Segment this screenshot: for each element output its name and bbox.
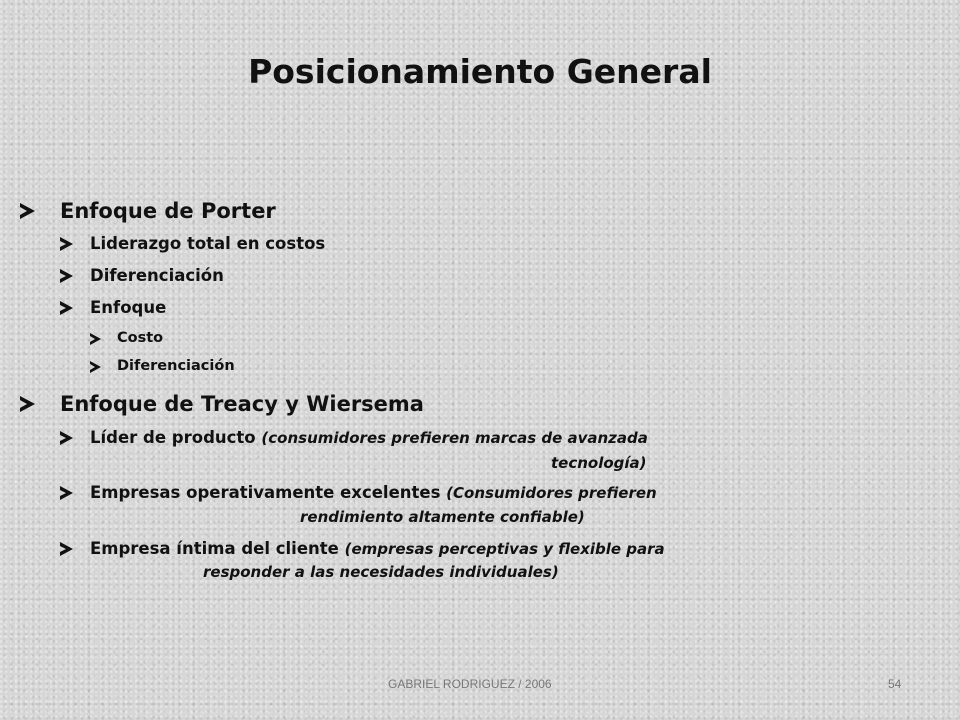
bullet-lider-producto-note: (consumidores prefieren marcas de avanzada bbox=[261, 429, 648, 447]
bullet-liderazgo-label: Liderazgo total en costos bbox=[90, 234, 326, 253]
bullet-enfoque-diferenciacion-label: Diferenciación bbox=[117, 358, 235, 374]
bullet-operativamente-excelentes-text bbox=[90, 483, 657, 502]
bullet-operativamente-excelentes-label: Empresas operativamente excelentes bbox=[90, 483, 441, 502]
bullet-lider-producto bbox=[60, 428, 648, 448]
bullet-porter-label: Enfoque de Porter bbox=[60, 199, 276, 223]
bullet-intima-cliente-note-cont: responder a las necesidades individuales) bbox=[203, 563, 559, 581]
bullet-costo bbox=[90, 330, 163, 348]
footer-page-number: 54 bbox=[888, 677, 902, 691]
bullet-enfoque bbox=[60, 298, 166, 318]
bullet-operativamente-excelentes-note-cont: rendimiento altamente confiable) bbox=[300, 508, 585, 526]
bullet-operativamente-excelentes-note: (Consumidores prefieren bbox=[446, 484, 657, 502]
arrow-bullet-icon bbox=[60, 539, 90, 559]
arrow-bullet-icon bbox=[60, 483, 90, 503]
bullet-lider-producto-text bbox=[90, 428, 648, 447]
bullet-enfoque-label: Enfoque bbox=[90, 298, 167, 317]
arrow-bullet-icon bbox=[90, 358, 117, 376]
slide-title: Posicionamiento General bbox=[248, 52, 712, 91]
arrow-bullet-icon bbox=[60, 234, 90, 254]
bullet-diferenciacion-label: Diferenciación bbox=[90, 266, 224, 285]
arrow-bullet-icon bbox=[60, 298, 90, 318]
bullet-intima-cliente bbox=[60, 539, 665, 559]
bullet-lider-producto-note-cont: tecnología) bbox=[551, 454, 647, 472]
bullet-intima-cliente-label: Empresa íntima del cliente bbox=[90, 539, 339, 558]
bullet-treacy-label: Enfoque de Treacy y Wiersema bbox=[60, 392, 424, 416]
bullet-operativamente-excelentes bbox=[60, 483, 657, 503]
arrow-bullet-icon bbox=[20, 199, 60, 223]
arrow-bullet-icon bbox=[20, 392, 60, 416]
bullet-treacy bbox=[20, 392, 424, 416]
arrow-bullet-icon bbox=[60, 266, 90, 286]
bullet-intima-cliente-note: (empresas perceptivas y flexible para bbox=[344, 540, 665, 558]
arrow-bullet-icon bbox=[90, 330, 117, 348]
footer-author: GABRIEL RODRIGUEZ / 2006 bbox=[388, 677, 552, 691]
arrow-bullet-icon bbox=[60, 428, 90, 448]
bullet-costo-label: Costo bbox=[117, 330, 164, 346]
bullet-lider-producto-label: Líder de producto bbox=[90, 428, 256, 447]
bullet-liderazgo bbox=[60, 234, 325, 254]
bullet-porter bbox=[20, 199, 276, 223]
bullet-intima-cliente-text bbox=[90, 539, 665, 558]
bullet-enfoque-diferenciacion bbox=[90, 358, 235, 376]
bullet-diferenciacion bbox=[60, 266, 224, 286]
